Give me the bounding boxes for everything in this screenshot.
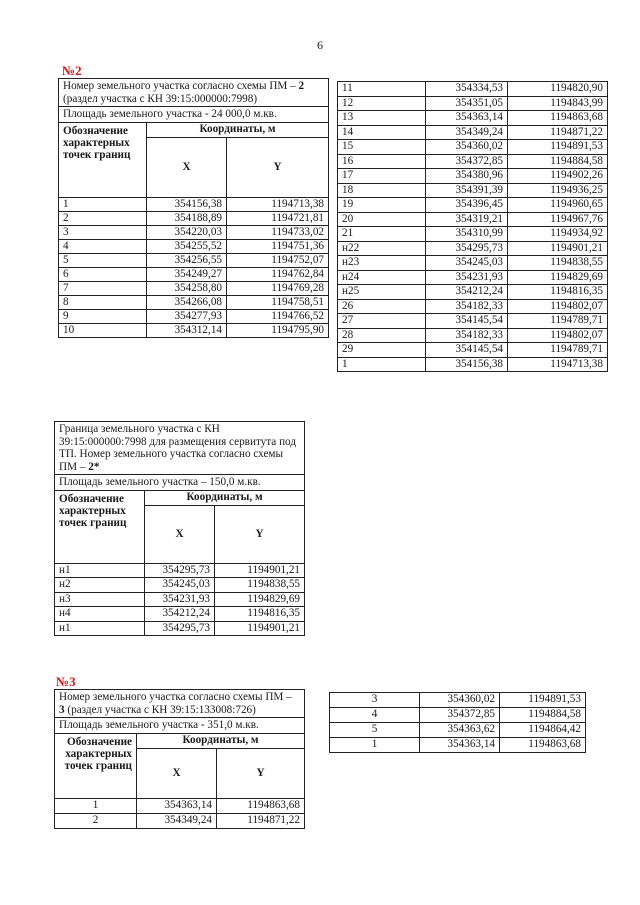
x-value: 354380,96 [426,169,508,184]
point-id: 21 [338,227,426,242]
coords-header: Координаты, м [145,490,305,505]
section-2-label: №2 [62,63,82,78]
x-value: 354295,73 [426,241,508,256]
point-id: 8 [59,295,147,309]
table-row [55,621,305,636]
y-value: 1194758,51 [227,295,329,309]
table-row [55,607,305,622]
x-value: 354277,93 [147,309,227,323]
point-id: н25 [338,285,426,300]
y-value: 1194733,02 [227,225,329,239]
table-row [55,592,305,607]
coords-header: Координаты, м [137,733,305,748]
designation-header: Обозначение характерных точек границ [59,122,147,197]
x-value: 354334,53 [426,82,508,97]
x-value: 354349,24 [137,813,217,828]
point-id: 16 [338,154,426,169]
y-value: 1194713,38 [508,357,608,372]
x-value: 354258,80 [147,281,227,295]
designation-header: Обозначение характерных точек границ [55,490,145,563]
table-row [338,299,608,314]
y-value: 1194713,38 [227,197,329,211]
table-row [330,738,586,753]
point-id: 9 [59,309,147,323]
x-value: 354363,14 [426,111,508,126]
point-id: 5 [59,253,147,267]
point-id: 20 [338,212,426,227]
table-row [338,125,608,140]
table-row [338,343,608,358]
y-value: 1194816,35 [508,285,608,300]
page-number: 6 [317,38,323,52]
x-value: 354256,55 [147,253,227,267]
y-value: 1194789,71 [508,314,608,329]
point-id: 4 [59,239,147,253]
table-row [55,563,305,578]
x-value: 354360,02 [420,693,500,708]
y-value: 1194863,68 [500,738,586,753]
section-2-table-continued [337,81,608,372]
table-row [338,169,608,184]
x-value: 354145,54 [426,314,508,329]
point-id: 2 [55,813,137,828]
y-value: 1194902,26 [508,169,608,184]
y-value: 1194901,21 [215,621,305,636]
section-3-table-continued [329,692,586,753]
y-value: 1194871,22 [217,813,305,828]
point-id: 4 [330,708,420,723]
section-2-area: Площадь земельного участка - 24 000,0 м.кв. [59,107,329,123]
point-id: н24 [338,270,426,285]
x-value: 354310,99 [426,227,508,242]
x-value: 354188,89 [147,211,227,225]
y-value: 1194864,42 [500,723,586,738]
x-value: 354182,33 [426,299,508,314]
y-value: 1194751,36 [227,239,329,253]
y-value: 1194843,99 [508,96,608,111]
y-value: 1194838,55 [215,578,305,593]
y-value: 1194901,21 [215,563,305,578]
y-value: 1194863,68 [217,798,305,813]
table-row [59,295,329,309]
table-row [338,198,608,213]
x-value: 354212,24 [426,285,508,300]
x-value: 354372,85 [426,154,508,169]
point-id: н1 [55,621,145,636]
table-row [59,281,329,295]
section-2-title: Номер земельного участка согласно схемы ПМ – 2 (раздел участка с КН 39:15:000000:7998) [59,79,329,107]
y-header: Y [215,505,305,563]
y-value: 1194901,21 [508,241,608,256]
table-row [338,111,608,126]
table-row [59,267,329,281]
x-value: 354231,93 [145,592,215,607]
table-row [55,798,305,813]
y-value: 1194795,90 [227,323,329,337]
point-id: 7 [59,281,147,295]
point-id: 29 [338,343,426,358]
table-row [55,578,305,593]
table-row [338,241,608,256]
y-value: 1194802,07 [508,299,608,314]
table-row [59,211,329,225]
table-row [55,813,305,828]
y-value: 1194884,58 [500,708,586,723]
y-value: 1194863,68 [508,111,608,126]
y-value: 1194960,65 [508,198,608,213]
table-row [338,212,608,227]
table-row [330,693,586,708]
x-value: 354351,05 [426,96,508,111]
y-header: Y [217,748,305,798]
table-row [338,154,608,169]
y-value: 1194820,90 [508,82,608,97]
table-row [338,357,608,372]
table-row [338,256,608,271]
table-row [59,309,329,323]
y-value: 1194829,69 [508,270,608,285]
x-value: 354295,73 [145,621,215,636]
table-row [338,140,608,155]
x-header: X [147,137,227,197]
y-value: 1194884,58 [508,154,608,169]
x-header: X [137,748,217,798]
table-row [330,723,586,738]
x-value: 354360,02 [426,140,508,155]
y-value: 1194871,22 [508,125,608,140]
section-3-label: №3 [56,674,76,689]
x-value: 354363,14 [420,738,500,753]
x-value: 354145,54 [426,343,508,358]
table-row [338,227,608,242]
table-row [59,197,329,211]
point-id: н4 [55,607,145,622]
y-value: 1194802,07 [508,328,608,343]
table-row [338,285,608,300]
point-id: 2 [59,211,147,225]
point-id: н3 [55,592,145,607]
section-2-table [58,78,329,338]
y-header: Y [227,137,329,197]
y-value: 1194934,92 [508,227,608,242]
y-value: 1194789,71 [508,343,608,358]
x-value: 354156,38 [426,357,508,372]
x-value: 354396,45 [426,198,508,213]
x-value: 354220,03 [147,225,227,239]
point-id: 11 [338,82,426,97]
section-2b-title: Граница земельного участка с КН 39:15:000000:7998 для размещения сервитута под ТП. Номер земельного участка согласно схемы ПМ – 2* [55,422,305,475]
point-id: 17 [338,169,426,184]
table-row [338,270,608,285]
section-3-table [54,689,305,829]
table-row [338,96,608,111]
y-value: 1194891,53 [500,693,586,708]
point-id: 1 [338,357,426,372]
x-value: 354349,24 [426,125,508,140]
point-id: 1 [55,798,137,813]
point-id: 18 [338,183,426,198]
point-id: 12 [338,96,426,111]
point-id: 1 [330,738,420,753]
point-id: н1 [55,563,145,578]
table-row [59,253,329,267]
y-value: 1194838,55 [508,256,608,271]
y-value: 1194762,84 [227,267,329,281]
point-id: 28 [338,328,426,343]
x-header: X [145,505,215,563]
x-value: 354245,03 [145,578,215,593]
table-row [59,323,329,337]
x-value: 354156,38 [147,197,227,211]
section-2b-area: Площадь земельного участка – 150,0 м.кв. [55,475,305,491]
point-id: 5 [330,723,420,738]
x-value: 354372,85 [420,708,500,723]
point-id: н22 [338,241,426,256]
point-id: 10 [59,323,147,337]
y-value: 1194816,35 [215,607,305,622]
section-2b-table [54,421,305,636]
x-value: 354255,52 [147,239,227,253]
section-3-area: Площадь земельного участка - 351,0 м.кв. [55,718,305,734]
point-id: 27 [338,314,426,329]
y-value: 1194936,25 [508,183,608,198]
point-id: 6 [59,267,147,281]
point-id: н23 [338,256,426,271]
section-3-title: Номер земельного участка согласно схемы ПМ – 3 (раздел участка с КН 39:15:133008:726) [55,690,305,718]
y-value: 1194769,28 [227,281,329,295]
table-row [330,708,586,723]
designation-header: Обозначение характерных точек границ [55,733,137,798]
table-row [59,239,329,253]
x-value: 354363,14 [137,798,217,813]
point-id: 26 [338,299,426,314]
point-id: 14 [338,125,426,140]
x-value: 354266,08 [147,295,227,309]
x-value: 354245,03 [426,256,508,271]
x-value: 354295,73 [145,563,215,578]
y-value: 1194829,69 [215,592,305,607]
point-id: 19 [338,198,426,213]
x-value: 354231,93 [426,270,508,285]
coords-header: Координаты, м [147,122,329,137]
table-row [59,225,329,239]
table-row [338,82,608,97]
point-id: 15 [338,140,426,155]
x-value: 354312,14 [147,323,227,337]
point-id: н2 [55,578,145,593]
x-value: 354182,33 [426,328,508,343]
point-id: 3 [330,693,420,708]
table-row [338,314,608,329]
y-value: 1194967,76 [508,212,608,227]
x-value: 354363,62 [420,723,500,738]
x-value: 354391,39 [426,183,508,198]
y-value: 1194721,81 [227,211,329,225]
y-value: 1194891,53 [508,140,608,155]
point-id: 3 [59,225,147,239]
x-value: 354319,21 [426,212,508,227]
y-value: 1194766,52 [227,309,329,323]
table-row [338,183,608,198]
x-value: 354249,27 [147,267,227,281]
y-value: 1194752,07 [227,253,329,267]
x-value: 354212,24 [145,607,215,622]
point-id: 13 [338,111,426,126]
table-row [338,328,608,343]
point-id: 1 [59,197,147,211]
